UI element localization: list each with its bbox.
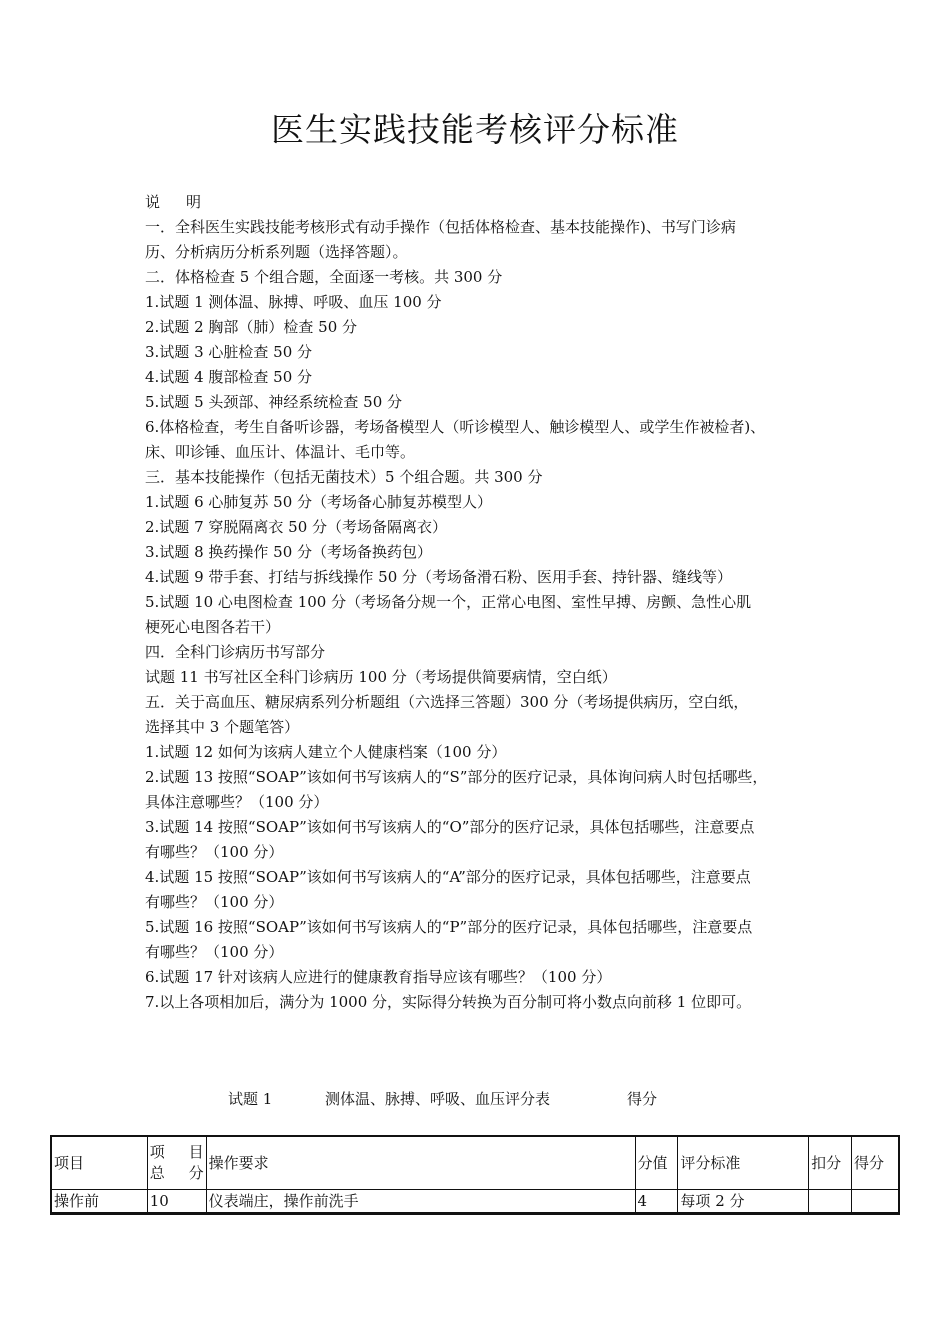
table-cell [852, 1190, 899, 1214]
header-cell-deduction: 扣分 [809, 1136, 852, 1190]
instruction-line: 选择其中 3 个题笔答） [145, 718, 300, 736]
instruction-line: 4.试题 15 按照“SOAP”该如何书写该病人的“A”部分的医疗记录，具体包括哪些，注意要点 [145, 868, 751, 886]
instruction-line: 6.体格检查，考生自备听诊器，考场备模型人（听诊模型人、触诊模型人、或学生作被检者)、 [145, 418, 766, 436]
instruction-line: 5.试题 5 头颈部、神经系统检查 50 分 [145, 393, 403, 411]
header-cell-item: 项目 [51, 1136, 147, 1190]
instruction-line: 四．全科门诊病历书写部分 [145, 643, 326, 661]
header-cell-score: 得分 [852, 1136, 899, 1190]
header-cell-criteria: 评分标准 [678, 1136, 809, 1190]
instruction-line: 3.试题 14 按照“SOAP”该如何书写该病人的“O”部分的医疗记录，具体包括哪些，注意要点 [145, 818, 755, 836]
table-cell: 10 [147, 1190, 206, 1214]
table-cell: 仪表端庄，操作前洗手 [206, 1190, 635, 1214]
table-caption-name: 测体温、脉搏、呼吸、血压评分表 [325, 1090, 551, 1108]
instruction-line: 具体注意哪些？（100 分） [145, 793, 329, 811]
instructions-heading: 说明 [145, 193, 228, 211]
instruction-line: 二．体格检查 5 个组合题，全面逐一考核。共 300 分 [145, 268, 503, 286]
instruction-line: 4.试题 4 腹部检查 50 分 [145, 368, 313, 386]
instruction-line: 4.试题 9 带手套、打结与拆线操作 50 分（考场备滑石粉、医用手套、持针器、缝线等） [145, 568, 733, 586]
instruction-line: 三．基本技能操作（包括无菌技术）5 个组合题。共 300 分 [145, 468, 543, 486]
instruction-line: 床、叩诊锤、血压计、体温计、毛巾等。 [145, 443, 416, 461]
table-cell: 4 [635, 1190, 678, 1214]
instruction-line: 梗死心电图各若干） [145, 618, 281, 636]
instruction-line: 5.试题 16 按照“SOAP”该如何书写该病人的“P”部分的医疗记录，具体包括哪些，注意要点 [145, 918, 753, 936]
instruction-line: 7.以上各项相加后，满分为 1000 分，实际得分转换为百分制可将小数点向前移 1 位即可。 [145, 993, 752, 1011]
instruction-line: 2.试题 2 胸部（肺）检查 50 分 [145, 318, 358, 336]
table-row [51, 1190, 899, 1214]
table-caption-score-label: 得分 [627, 1090, 658, 1108]
instruction-line: 试题 11 书写社区全科门诊病历 100 分（考场提供简要病情，空白纸） [145, 668, 617, 686]
table-cell: 操作前 [51, 1190, 147, 1214]
table-caption [228, 1088, 828, 1109]
table-cell [809, 1190, 852, 1214]
header-cell-points: 分值 [635, 1136, 678, 1190]
instruction-line: 有哪些？（100 分） [145, 943, 284, 961]
header-cell-total: 项 目 总分 [147, 1136, 206, 1190]
instruction-line: 五．关于高血压、糖尿病系列分析题组（六选择三答题）300 分（考场提供病历，空白纸， [145, 693, 749, 711]
instruction-line: 1.试题 12 如何为该病人建立个人健康档案（100 分） [145, 743, 507, 761]
document-title: 医生实践技能考核评分标准 [271, 110, 679, 149]
table-header-row [51, 1136, 899, 1190]
instruction-line: 1.试题 6 心肺复苏 50 分（考场备心肺复苏模型人） [145, 493, 493, 511]
instruction-line: 3.试题 3 心脏检查 50 分 [145, 343, 313, 361]
header-cell-requirement: 操作要求 [206, 1136, 635, 1190]
instruction-line: 5.试题 10 心电图检查 100 分（考场备分规一个，正常心电图、室性早搏、房颤、急性心肌 [145, 593, 752, 611]
table-cell: 每项 2 分 [678, 1190, 809, 1214]
instruction-line: 有哪些？（100 分） [145, 843, 284, 861]
instructions-section [145, 190, 810, 1015]
instruction-line: 2.试题 7 穿脱隔离衣 50 分（考场备隔离衣） [145, 518, 448, 536]
instruction-line: 1.试题 1 测体温、脉搏、呼吸、血压 100 分 [145, 293, 442, 311]
instruction-line: 2.试题 13 按照“SOAP”该如何书写该病人的“S”部分的医疗记录，具体询问病人时包括哪些， [145, 768, 768, 786]
instruction-line: 一．全科医生实践技能考核形式有动手操作（包括体格检查、基本技能操作)、书写门诊病 [145, 218, 736, 236]
scoring-table [50, 1135, 900, 1215]
instruction-line: 历、分析病历分析系列题（选择答题）。 [145, 243, 408, 261]
instruction-line: 3.试题 8 换药操作 50 分（考场备换药包） [145, 543, 433, 561]
instruction-line: 有哪些？（100 分） [145, 893, 284, 911]
instruction-line: 6.试题 17 针对该病人应进行的健康教育指导应该有哪些？（100 分） [145, 968, 612, 986]
table-caption-number: 试题 1 [228, 1090, 273, 1108]
